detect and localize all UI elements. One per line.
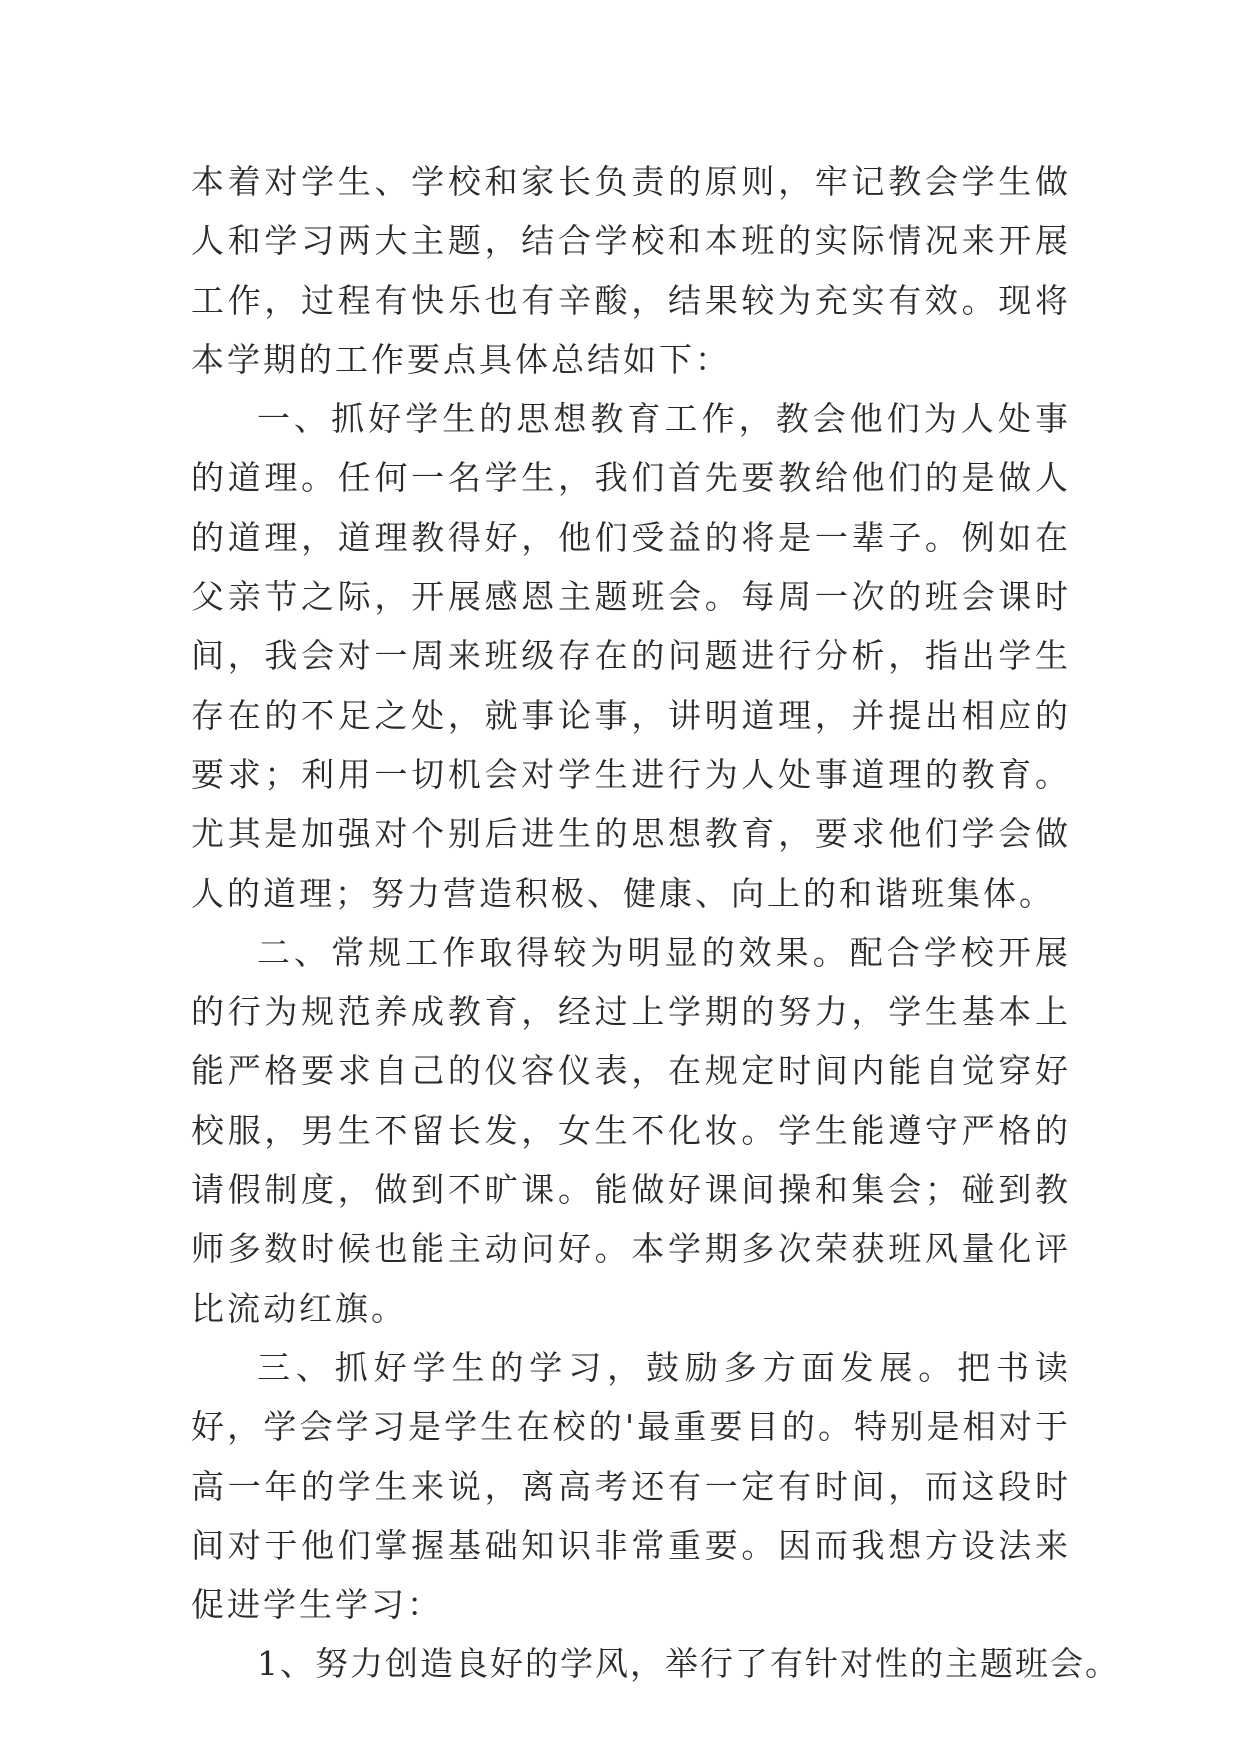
- paragraph-section-1: 一、抓好学生的思想教育工作，教会他们为人处事的道理。任何一名学生，我们首先要教给他们的是做人的道理，道理教得好，他们受益的将是一辈子。例如在父亲节之际，开展感恩主题班会。每周一次的班会课时间，我会对一周来班级存在的问题进行分析，指出学生存在的不足之处，就事论事，讲明道理，并提出相应的要求；利用一切机会对学生进行为人处事道理的教育。尤其是加强对个别后进生的思想教育，要求他们学会做人的道理；努力营造积极、健康、向上的和谐班集体。: [191, 399, 1071, 913]
- paragraph-section-2: 二、常规工作取得较为明显的效果。配合学校开展的行为规范养成教育，经过上学期的努力，学生基本上能严格要求自己的仪容仪表，在规定时间内能自觉穿好校服，男生不留长发，女生不化妆。学生能遵守严格的请假制度，做到不旷课。能做好课间操和集会；碰到教师多数时候也能主动问好。本学期多次荣获班风量化评比流动红旗。: [191, 932, 1071, 1328]
- paragraph-item-1: 1、努力创造良好的学风，举行了有针对性的主题班会。: [257, 1644, 1120, 1684]
- document-body: [191, 152, 1120, 1694]
- paragraph-section-3: 三、抓好学生的学习，鼓励多方面发展。把书读好，学会学习是学生在校的'最重要目的。特别是相对于高一年的学生来说，离高考还有一定有时间，而这段时间对于他们掌握基础知识非常重要。因而我想方设法来促进学生学习：: [191, 1347, 1071, 1625]
- paragraph-intro: 本着对学生、学校和家长负责的原则，牢记教会学生做人和学习两大主题，结合学校和本班的实际情况来开展工作，过程有快乐也有辛酸，结果较为充实有效。现将本学期的工作要点具体总结如下：: [191, 162, 1071, 379]
